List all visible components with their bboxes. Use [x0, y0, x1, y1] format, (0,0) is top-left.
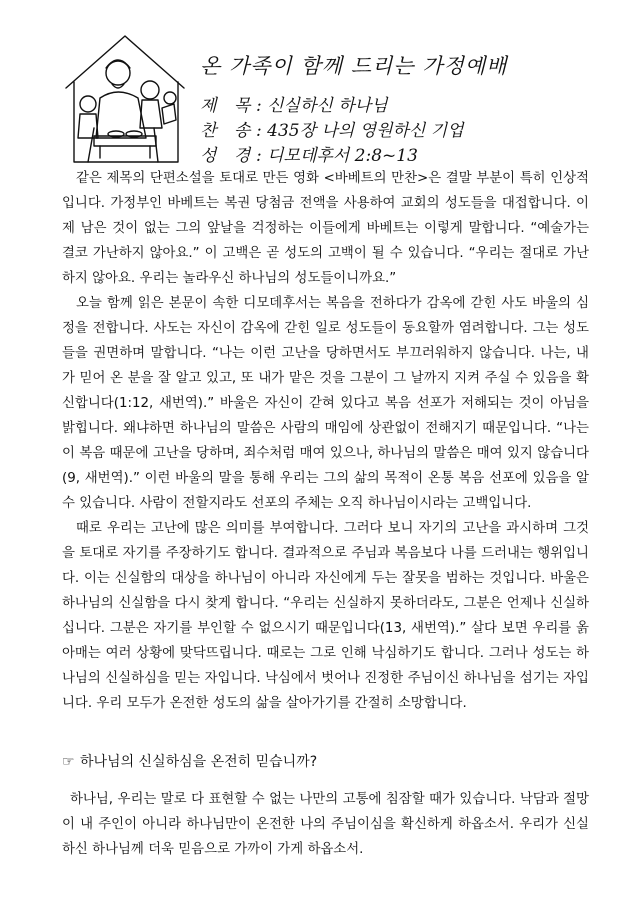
- sermon-paragraph-3: 때로 우리는 고난에 많은 의미를 부여합니다. 그러다 보니 자기의 고난을 과시하며 그것을 토대로 자기를 주장하기도 합니다. 결과적으로 주님과 복음보다 나를 드러내는 행위입니다. 이는 신실함의 대상을 하나님이 아니라 자신에게 두는 잘못을 범하는 것입니다. 바울은 하나님의 신실함을 다시 찾게 합니다. “우리는 신실하지 못하더라도, 그분은 언제나 신실하십니다. 그분은 자기를 부인할 수 없으시기 때문입니다(13, 새번역).” 살다 보면 우리를 옭아매는 여러 상황에 맞닥뜨립니다. 때로는 그로 인해 낙심하기도 합니다. 그러나 성도는 하나님의 신실하심을 믿는 자입니다. 낙심에서 벗어나 진정한 주님이신 하나님을 섬기는 자입니다. 우리 모두가 온전한 성도의 삶을 살아가기를 간절히 소망합니다.: [62, 521, 589, 711]
- subject-value: : 신실하신 하나님: [256, 96, 388, 116]
- scripture-label: 성 경: [200, 146, 257, 166]
- hymn-row: [200, 119, 620, 144]
- hymn-label: 찬 송: [200, 121, 257, 141]
- page-title: 온 가족이 함께 드리는 가정예배: [200, 54, 508, 78]
- subject-label: 제 목: [200, 96, 257, 116]
- closing-prayer: [62, 787, 589, 862]
- reflection-question: [62, 750, 589, 774]
- hymn-value: : 435장 나의 영원하신 기업: [256, 121, 464, 141]
- worship-header: [200, 50, 620, 169]
- prayer-text: 하나님, 우리는 말로 다 표현할 수 없는 나만의 고통에 침잠할 때가 있습니다. 낙담과 절망이 내 주인이 아니라 하나님만이 온전한 나의 주님이심을 확신하게 하옵소서. 우리가 신실하신 하나님께 더욱 믿음으로 가까이 가게 하옵소서.: [62, 792, 589, 857]
- subject-row: [200, 94, 620, 119]
- sermon-paragraph-2: 오늘 함께 읽은 본문이 속한 디모데후서는 복음을 전하다가 감옥에 갇힌 사도 바울의 심정을 전합니다. 사도는 자신이 감옥에 갇힌 일로 성도들이 동요할까 염려합니다. 그는 성도들을 권면하며 말합니다. “나는 이런 고난을 당하면서도 부끄러워하지 않습니다. 나는, 내가 믿어 온 분을 잘 알고 있고, 또 내가 맡은 것을 그분이 그 날까지 지켜 주실 수 있음을 확신합니다(1:12, 새번역).” 바울은 자신이 갇혀 있다고 복음 선포가 저해되는 것이 아님을 밝힙니다. 왜냐하면 하나님의 말씀은 사람의 매임에 상관없이 전해지기 때문입니다. “나는 이 복음 때문에 고난을 당하며, 죄수처럼 매여 있으나, 하나님의 말씀은 매여 있지 않습니다(9, 새번역).” 이런 바울의 말을 통해 우리는 그의 삶의 목적이 온통 복음 선포에 있음을 알 수 있습니다. 사람이 전할지라도 선포의 주체는 오직 하나님이시라는 고백입니다.: [62, 296, 589, 511]
- sermon-body: [62, 166, 589, 716]
- question-text: 하나님의 신실하심을 온전히 믿습니까?: [80, 754, 318, 770]
- scripture-value: : 디모데후서 2:8~13: [256, 146, 418, 166]
- pointing-hand-icon: ☞: [62, 754, 75, 770]
- sermon-paragraph-1: 같은 제목의 단편소설을 토대로 만든 영화 <바베트의 만찬>은 결말 부분이 특히 인상적입니다. 가정부인 바베트는 복권 당첨금 전액을 사용하여 교회의 성도들을 대접합니다. 이제 남은 것이 없는 그의 앞날을 걱정하는 이들에게 바베트는 이렇게 말합니다. “예술가는 결코 가난하지 않아요.” 이 고백은 곧 성도의 고백이 될 수 있습니다. “우리는 절대로 가난하지 않아요. 우리는 놀라우신 하나님의 성도들이니까요.”: [62, 171, 589, 286]
- family-with-jesus-illustration: [58, 28, 192, 166]
